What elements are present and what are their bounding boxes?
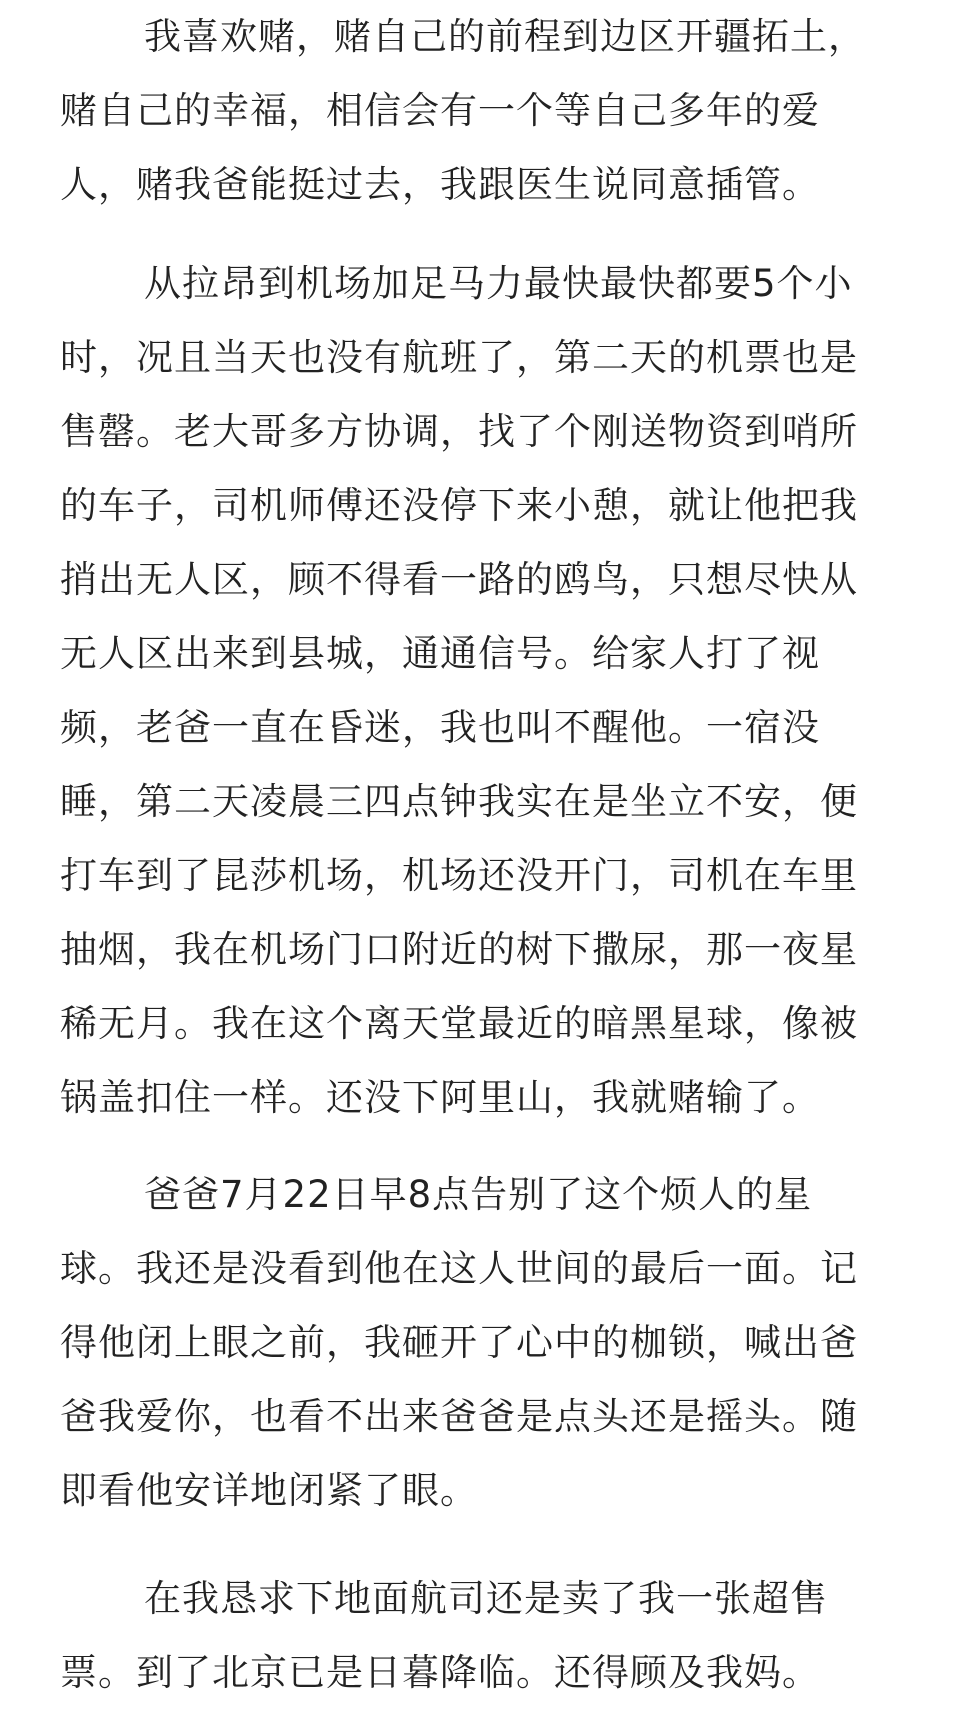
text-line: 的车子，司机师傅还没停下来小憩，就让他把我 [60, 484, 858, 527]
text-line: 即看他安详地闭紧了眼。 [60, 1469, 478, 1512]
text-line: 抽烟，我在机场门口附近的树下撒尿，那一夜星 [60, 928, 858, 971]
text-line: 频，老爸一直在昏迷，我也叫不醒他。一宿没 [60, 706, 820, 749]
text-line: 打车到了昆莎机场，机场还没开门，司机在车里 [60, 854, 858, 897]
text-line: 爸我爱你，也看不出来爸爸是点头还是摇头。随 [60, 1395, 858, 1438]
text-line: 得他闭上眼之前，我砸开了心中的枷锁，喊出爸 [60, 1321, 858, 1364]
text-line: 时，况且当天也没有航班了，第二天的机票也是 [60, 336, 858, 379]
paragraph-4 [60, 1562, 828, 1710]
text-line: 球。我还是没看到他在这人世间的最后一面。记 [60, 1247, 858, 1290]
text-line: 售罄。老大哥多方协调，找了个刚送物资到哨所 [60, 410, 858, 453]
text-line: 爸爸7月22日早8点告别了这个烦人的星 [144, 1173, 813, 1216]
text-line: 我喜欢赌，赌自己的前程到边区开疆拓土， [144, 15, 866, 58]
text-line: 在我恳求下地面航司还是卖了我一张超售 [144, 1577, 828, 1620]
text-line: 稀无月。我在这个离天堂最近的暗黑星球，像被 [60, 1002, 858, 1045]
paragraph-3 [60, 1158, 858, 1528]
paragraph-1 [60, 0, 866, 222]
text-line: 票。到了北京已是日暮降临。还得顾及我妈。 [60, 1651, 820, 1694]
text-line: 赌自己的幸福，相信会有一个等自己多年的爱 [60, 89, 820, 132]
paragraph-2 [60, 247, 858, 1135]
text-line: 睡，第二天凌晨三四点钟我实在是坐立不安，便 [60, 780, 858, 823]
text-line: 锅盖扣住一样。还没下阿里山，我就赌输了。 [60, 1076, 820, 1119]
text-line: 人，赌我爸能挺过去，我跟医生说同意插管。 [60, 163, 820, 206]
text-line: 捎出无人区，顾不得看一路的鸥鸟，只想尽快从 [60, 558, 858, 601]
text-line: 从拉昂到机场加足马力最快最快都要5个小 [144, 262, 853, 305]
text-line: 无人区出来到县城，通通信号。给家人打了视 [60, 632, 820, 675]
